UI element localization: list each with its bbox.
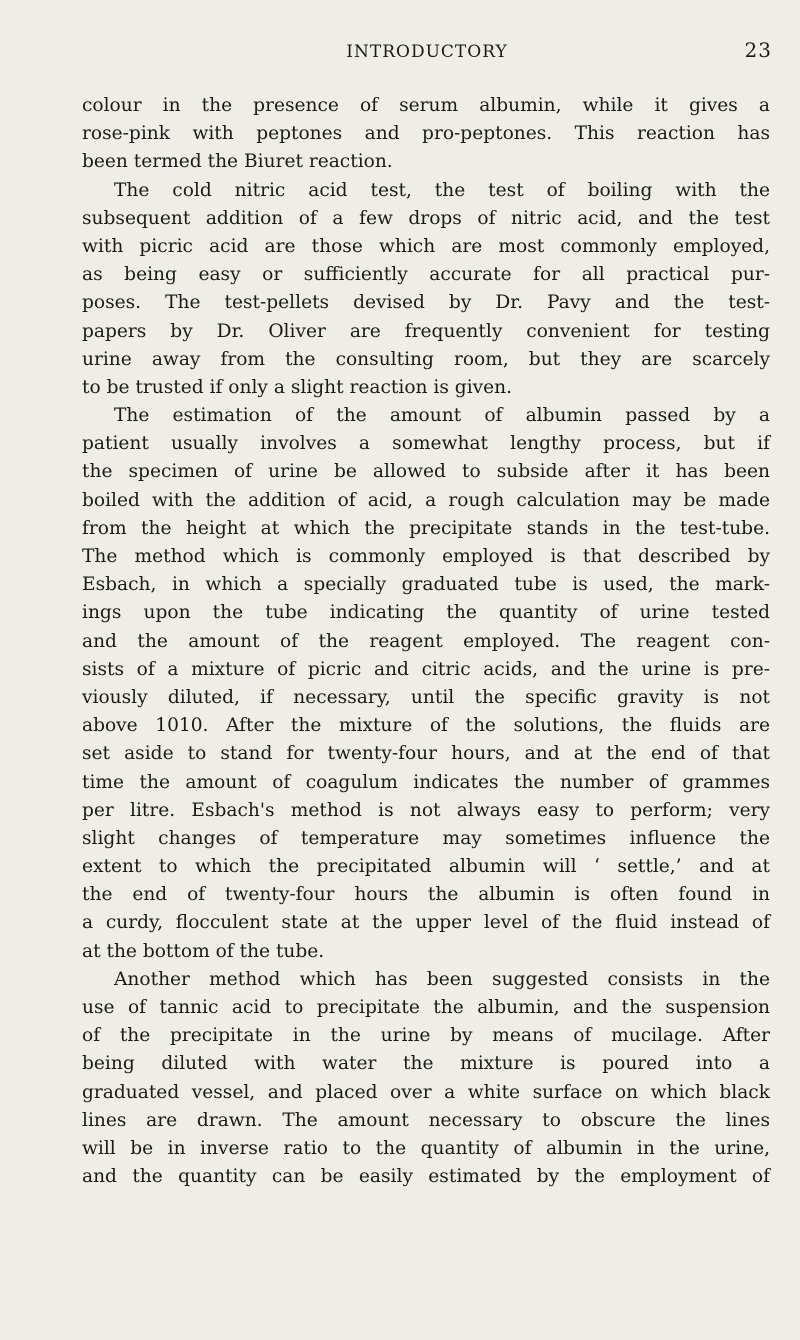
text-line: graduated vessel, and placed over a white surface on which black [82, 1081, 770, 1103]
text-line: as being easy or sufficiently accurate for all practical pur- [82, 264, 770, 286]
text-line: the specimen of urine be allowed to subside after it has been [82, 461, 770, 483]
text-line: the end of twenty-four hours the albumin is often found in [82, 884, 770, 906]
text-line: The method which is commonly employed is that described by [82, 546, 770, 567]
text-line: papers by Dr. Oliver are frequently convenient for testing [82, 320, 770, 342]
text-line: The estimation of the amount of albumin passed by a [114, 405, 770, 427]
text-line: extent to which the precipitated albumin will ‘ settle,’ and at [82, 856, 770, 878]
text-line: poses. The test-pellets devised by Dr. Pavy and the test- [82, 292, 770, 314]
text-line: lines are drawn. The amount necessary to obscure the lines [82, 1109, 770, 1131]
text-line: from the height at which the precipitate stands in the test-tube. [82, 517, 770, 539]
text-line: time the amount of coagulum indicates the number of grammes [82, 771, 770, 793]
page-number: 23 [744, 38, 772, 62]
text-line: Another method which has been suggested consists in the [114, 968, 770, 990]
text-line: and the amount of the reagent employed. The reagent con- [82, 630, 770, 652]
text-line: sists of a mixture of picric and citric acids, and the urine is pre- [82, 658, 770, 680]
text-line: per litre. Esbach's method is not always easy to perform; very [82, 799, 770, 821]
text-line: boiled with the addition of acid, a rough calculation may be made [82, 489, 770, 511]
text-line: with picric acid are those which are most commonly employed, [82, 235, 770, 257]
body-text [82, 92, 770, 1191]
text-line: will be in inverse ratio to the quantity of albumin in the urine, [82, 1137, 770, 1159]
text-line: ings upon the tube indicating the quantity of urine tested [82, 602, 770, 624]
text-line: at the bottom of the tube. [82, 940, 325, 962]
text-line: rose-pink with peptones and pro-peptones. This reaction has [82, 123, 770, 145]
text-line: and the quantity can be easily estimated by the employment of [82, 1166, 770, 1188]
text-line: subsequent addition of a few drops of nitric acid, and the test [82, 207, 770, 229]
text-line: The cold nitric acid test, the test of boiling with the [114, 179, 770, 201]
running-head: INTRODUCTORY [346, 42, 508, 62]
text-line: of the precipitate in the urine by means of mucilage. After [82, 1025, 770, 1047]
text-line: set aside to stand for twenty-four hours, and at the end of that [82, 743, 770, 765]
page-header [82, 38, 772, 72]
text-line: been termed the Biuret reaction. [82, 151, 393, 173]
text-line: being diluted with water the mixture is poured into a [82, 1053, 770, 1075]
text-line: urine away from the consulting room, but they are scarcely [82, 348, 770, 370]
text-line: above 1010. After the mixture of the solutions, the fluids are [82, 715, 770, 737]
text-line: slight changes of temperature may sometimes influence the [82, 827, 770, 849]
text-line: patient usually involves a somewhat lengthy process, but if [82, 433, 770, 455]
text-line: colour in the presence of serum albumin, while it gives a [82, 95, 770, 116]
text-line: a curdy, flocculent state at the upper level of the fluid instead of [82, 912, 770, 934]
text-line: to be trusted if only a slight reaction is given. [82, 376, 513, 398]
text-line: use of tannic acid to precipitate the albumin, and the suspension [82, 997, 770, 1018]
text-line: viously diluted, if necessary, until the specific gravity is not [82, 686, 770, 708]
text-line: Esbach, in which a specially graduated tube is used, the mark- [82, 574, 770, 596]
